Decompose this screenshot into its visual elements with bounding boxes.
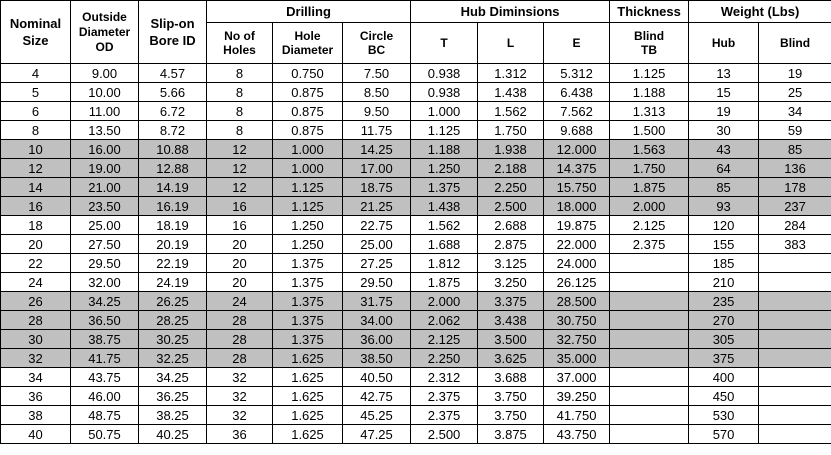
cell-weight-blind <box>759 330 831 349</box>
cell-hub-l: 3.750 <box>478 406 544 425</box>
cell-hub-e: 24.000 <box>544 254 610 273</box>
cell-blind-tb: 2.000 <box>610 197 689 216</box>
cell-hub-e: 32.750 <box>544 330 610 349</box>
cell-weight-blind: 34 <box>759 102 831 121</box>
header-hole-diameter <box>273 23 343 64</box>
cell-hub-t: 2.375 <box>411 387 478 406</box>
cell-hub-t: 0.938 <box>411 83 478 102</box>
table-row <box>1 121 831 140</box>
cell-blind-tb: 2.125 <box>610 216 689 235</box>
cell-hole-diameter: 1.375 <box>273 311 343 330</box>
cell-hub-t: 1.562 <box>411 216 478 235</box>
cell-hub-l: 2.875 <box>478 235 544 254</box>
cell-hub-t: 2.125 <box>411 330 478 349</box>
cell-blind-tb: 1.875 <box>610 178 689 197</box>
cell-weight-hub: 85 <box>689 178 759 197</box>
cell-weight-blind <box>759 349 831 368</box>
cell-nominal-size: 14 <box>1 178 71 197</box>
cell-blind-tb <box>610 330 689 349</box>
cell-circle-bc: 9.50 <box>343 102 411 121</box>
cell-circle-bc: 22.75 <box>343 216 411 235</box>
cell-circle-bc: 45.25 <box>343 406 411 425</box>
cell-hole-diameter: 0.875 <box>273 83 343 102</box>
cell-hub-l: 3.250 <box>478 273 544 292</box>
header-weight-blind: Blind <box>759 23 831 64</box>
cell-slip-on-bore: 10.88 <box>139 140 207 159</box>
cell-slip-on-bore: 28.25 <box>139 311 207 330</box>
header-circle-bc-line2: BC <box>367 43 386 57</box>
cell-hub-e: 26.125 <box>544 273 610 292</box>
table-row <box>1 102 831 121</box>
cell-slip-on-bore: 20.19 <box>139 235 207 254</box>
cell-nominal-size: 8 <box>1 121 71 140</box>
cell-weight-blind <box>759 292 831 311</box>
cell-hole-diameter: 1.250 <box>273 235 343 254</box>
table-row <box>1 349 831 368</box>
cell-nominal-size: 38 <box>1 406 71 425</box>
cell-outside-diameter: 36.50 <box>71 311 139 330</box>
cell-hub-e: 41.750 <box>544 406 610 425</box>
cell-blind-tb: 1.188 <box>610 83 689 102</box>
cell-weight-blind: 237 <box>759 197 831 216</box>
cell-slip-on-bore: 24.19 <box>139 273 207 292</box>
cell-circle-bc: 29.50 <box>343 273 411 292</box>
cell-hub-t: 2.375 <box>411 406 478 425</box>
header-slip-on-bore-line1: Slip-on <box>150 16 195 31</box>
cell-blind-tb <box>610 273 689 292</box>
cell-hub-t: 1.438 <box>411 197 478 216</box>
cell-no-of-holes: 8 <box>207 83 273 102</box>
cell-hub-e: 14.375 <box>544 159 610 178</box>
table-row <box>1 83 831 102</box>
cell-outside-diameter: 32.00 <box>71 273 139 292</box>
cell-no-of-holes: 32 <box>207 368 273 387</box>
cell-nominal-size: 18 <box>1 216 71 235</box>
cell-outside-diameter: 29.50 <box>71 254 139 273</box>
cell-circle-bc: 36.00 <box>343 330 411 349</box>
cell-nominal-size: 20 <box>1 235 71 254</box>
cell-outside-diameter: 46.00 <box>71 387 139 406</box>
cell-outside-diameter: 9.00 <box>71 64 139 83</box>
cell-hub-t: 1.000 <box>411 102 478 121</box>
cell-outside-diameter: 43.75 <box>71 368 139 387</box>
cell-weight-blind <box>759 425 831 444</box>
cell-blind-tb <box>610 387 689 406</box>
cell-nominal-size: 4 <box>1 64 71 83</box>
cell-slip-on-bore: 32.25 <box>139 349 207 368</box>
header-hole-diameter-line2: Diameter <box>281 43 334 57</box>
cell-hub-l: 1.562 <box>478 102 544 121</box>
cell-circle-bc: 40.50 <box>343 368 411 387</box>
cell-outside-diameter: 13.50 <box>71 121 139 140</box>
cell-hub-l: 2.188 <box>478 159 544 178</box>
header-slip-on-bore-line2: Bore ID <box>149 33 196 48</box>
cell-no-of-holes: 20 <box>207 254 273 273</box>
cell-outside-diameter: 48.75 <box>71 406 139 425</box>
table-row <box>1 235 831 254</box>
table-row <box>1 425 831 444</box>
cell-hub-l: 3.875 <box>478 425 544 444</box>
cell-hole-diameter: 1.625 <box>273 368 343 387</box>
cell-weight-blind <box>759 387 831 406</box>
cell-hub-e: 39.250 <box>544 387 610 406</box>
cell-slip-on-bore: 38.25 <box>139 406 207 425</box>
cell-hub-e: 28.500 <box>544 292 610 311</box>
cell-outside-diameter: 34.25 <box>71 292 139 311</box>
table-row <box>1 368 831 387</box>
cell-weight-hub: 19 <box>689 102 759 121</box>
cell-hub-e: 30.750 <box>544 311 610 330</box>
header-blind-tb-line2: TB <box>641 43 658 57</box>
cell-nominal-size: 10 <box>1 140 71 159</box>
table-row <box>1 178 831 197</box>
cell-hole-diameter: 0.750 <box>273 64 343 83</box>
cell-no-of-holes: 16 <box>207 216 273 235</box>
cell-hub-l: 2.250 <box>478 178 544 197</box>
cell-nominal-size: 36 <box>1 387 71 406</box>
header-slip-on-bore <box>139 1 207 64</box>
header-no-of-holes-line1: No of <box>224 29 255 43</box>
cell-weight-blind: 383 <box>759 235 831 254</box>
cell-nominal-size: 26 <box>1 292 71 311</box>
table-row <box>1 387 831 406</box>
header-weight-hub: Hub <box>689 23 759 64</box>
cell-no-of-holes: 8 <box>207 64 273 83</box>
cell-blind-tb: 1.563 <box>610 140 689 159</box>
header-nominal-size-line1: Nominal <box>9 16 62 31</box>
cell-weight-blind: 284 <box>759 216 831 235</box>
cell-nominal-size: 32 <box>1 349 71 368</box>
cell-no-of-holes: 20 <box>207 273 273 292</box>
cell-slip-on-bore: 6.72 <box>139 102 207 121</box>
cell-weight-blind <box>759 273 831 292</box>
cell-weight-blind: 178 <box>759 178 831 197</box>
cell-weight-hub: 530 <box>689 406 759 425</box>
table-row <box>1 292 831 311</box>
header-no-of-holes <box>207 23 273 64</box>
cell-hub-l: 2.688 <box>478 216 544 235</box>
cell-hub-t: 1.688 <box>411 235 478 254</box>
cell-hole-diameter: 1.375 <box>273 254 343 273</box>
cell-slip-on-bore: 34.25 <box>139 368 207 387</box>
cell-hole-diameter: 1.625 <box>273 425 343 444</box>
cell-hub-e: 15.750 <box>544 178 610 197</box>
cell-hole-diameter: 1.000 <box>273 159 343 178</box>
table-row <box>1 64 831 83</box>
cell-weight-blind <box>759 406 831 425</box>
table-row <box>1 254 831 273</box>
cell-slip-on-bore: 8.72 <box>139 121 207 140</box>
cell-nominal-size: 34 <box>1 368 71 387</box>
cell-weight-hub: 270 <box>689 311 759 330</box>
cell-blind-tb <box>610 406 689 425</box>
cell-weight-hub: 450 <box>689 387 759 406</box>
cell-hub-e: 37.000 <box>544 368 610 387</box>
cell-hub-l: 3.438 <box>478 311 544 330</box>
cell-outside-diameter: 19.00 <box>71 159 139 178</box>
cell-hole-diameter: 1.375 <box>273 330 343 349</box>
cell-weight-blind <box>759 368 831 387</box>
cell-hub-t: 2.500 <box>411 425 478 444</box>
table-row <box>1 311 831 330</box>
cell-weight-hub: 235 <box>689 292 759 311</box>
cell-no-of-holes: 24 <box>207 292 273 311</box>
cell-circle-bc: 31.75 <box>343 292 411 311</box>
cell-slip-on-bore: 30.25 <box>139 330 207 349</box>
cell-hub-l: 2.500 <box>478 197 544 216</box>
header-hub-t: T <box>411 23 478 64</box>
cell-no-of-holes: 36 <box>207 425 273 444</box>
cell-circle-bc: 17.00 <box>343 159 411 178</box>
cell-circle-bc: 7.50 <box>343 64 411 83</box>
cell-no-of-holes: 28 <box>207 349 273 368</box>
header-outside-diameter-line2: Diameter <box>78 24 131 39</box>
cell-circle-bc: 47.25 <box>343 425 411 444</box>
cell-outside-diameter: 11.00 <box>71 102 139 121</box>
cell-no-of-holes: 8 <box>207 121 273 140</box>
cell-no-of-holes: 32 <box>207 406 273 425</box>
cell-slip-on-bore: 4.57 <box>139 64 207 83</box>
cell-blind-tb: 2.375 <box>610 235 689 254</box>
cell-hub-t: 1.125 <box>411 121 478 140</box>
cell-hub-e: 9.688 <box>544 121 610 140</box>
cell-weight-hub: 375 <box>689 349 759 368</box>
cell-slip-on-bore: 14.19 <box>139 178 207 197</box>
cell-weight-hub: 305 <box>689 330 759 349</box>
cell-weight-hub: 13 <box>689 64 759 83</box>
header-hole-diameter-line1: Hole <box>294 29 321 43</box>
header-thickness: Thickness <box>610 1 689 23</box>
cell-blind-tb <box>610 254 689 273</box>
cell-weight-blind: 25 <box>759 83 831 102</box>
cell-nominal-size: 30 <box>1 330 71 349</box>
cell-hub-l: 3.125 <box>478 254 544 273</box>
cell-weight-hub: 155 <box>689 235 759 254</box>
cell-nominal-size: 22 <box>1 254 71 273</box>
cell-circle-bc: 42.75 <box>343 387 411 406</box>
table-row <box>1 197 831 216</box>
cell-hole-diameter: 1.625 <box>273 406 343 425</box>
cell-blind-tb <box>610 311 689 330</box>
cell-slip-on-bore: 40.25 <box>139 425 207 444</box>
cell-hub-l: 1.750 <box>478 121 544 140</box>
cell-weight-blind: 136 <box>759 159 831 178</box>
cell-blind-tb: 1.313 <box>610 102 689 121</box>
cell-weight-hub: 400 <box>689 368 759 387</box>
cell-hub-e: 6.438 <box>544 83 610 102</box>
header-outside-diameter-line3: OD <box>95 39 114 54</box>
cell-blind-tb <box>610 292 689 311</box>
cell-hole-diameter: 1.125 <box>273 178 343 197</box>
cell-hub-e: 22.000 <box>544 235 610 254</box>
cell-slip-on-bore: 12.88 <box>139 159 207 178</box>
cell-hub-e: 18.000 <box>544 197 610 216</box>
cell-hub-l: 3.688 <box>478 368 544 387</box>
cell-no-of-holes: 12 <box>207 178 273 197</box>
cell-hub-t: 2.062 <box>411 311 478 330</box>
header-nominal-size-line2: Size <box>22 33 49 48</box>
cell-weight-hub: 570 <box>689 425 759 444</box>
cell-hub-t: 1.250 <box>411 159 478 178</box>
cell-weight-hub: 120 <box>689 216 759 235</box>
cell-hole-diameter: 1.000 <box>273 140 343 159</box>
cell-no-of-holes: 32 <box>207 387 273 406</box>
cell-hub-t: 1.875 <box>411 273 478 292</box>
cell-blind-tb: 1.500 <box>610 121 689 140</box>
cell-blind-tb <box>610 368 689 387</box>
cell-hole-diameter: 1.375 <box>273 292 343 311</box>
cell-circle-bc: 38.50 <box>343 349 411 368</box>
cell-hub-e: 19.875 <box>544 216 610 235</box>
cell-hub-e: 5.312 <box>544 64 610 83</box>
table-row <box>1 330 831 349</box>
cell-hole-diameter: 1.250 <box>273 216 343 235</box>
cell-weight-hub: 210 <box>689 273 759 292</box>
cell-hub-t: 0.938 <box>411 64 478 83</box>
cell-hub-e: 7.562 <box>544 102 610 121</box>
cell-circle-bc: 34.00 <box>343 311 411 330</box>
cell-nominal-size: 40 <box>1 425 71 444</box>
cell-blind-tb <box>610 425 689 444</box>
cell-slip-on-bore: 18.19 <box>139 216 207 235</box>
cell-no-of-holes: 12 <box>207 159 273 178</box>
table-header <box>1 1 831 64</box>
cell-weight-hub: 64 <box>689 159 759 178</box>
cell-nominal-size: 28 <box>1 311 71 330</box>
cell-blind-tb: 1.125 <box>610 64 689 83</box>
cell-hub-t: 1.188 <box>411 140 478 159</box>
cell-nominal-size: 16 <box>1 197 71 216</box>
cell-outside-diameter: 10.00 <box>71 83 139 102</box>
cell-weight-blind: 85 <box>759 140 831 159</box>
cell-circle-bc: 25.00 <box>343 235 411 254</box>
header-circle-bc-line1: Circle <box>359 29 394 43</box>
cell-slip-on-bore: 26.25 <box>139 292 207 311</box>
table-body <box>1 64 831 444</box>
cell-no-of-holes: 12 <box>207 140 273 159</box>
cell-hole-diameter: 1.625 <box>273 349 343 368</box>
cell-slip-on-bore: 16.19 <box>139 197 207 216</box>
cell-hole-diameter: 0.875 <box>273 102 343 121</box>
cell-outside-diameter: 23.50 <box>71 197 139 216</box>
cell-no-of-holes: 8 <box>207 102 273 121</box>
cell-outside-diameter: 38.75 <box>71 330 139 349</box>
cell-hub-l: 3.625 <box>478 349 544 368</box>
header-blind-tb <box>610 23 689 64</box>
table-row <box>1 140 831 159</box>
cell-hub-l: 1.938 <box>478 140 544 159</box>
cell-circle-bc: 11.75 <box>343 121 411 140</box>
cell-hub-t: 2.000 <box>411 292 478 311</box>
cell-hole-diameter: 1.625 <box>273 387 343 406</box>
header-row-1 <box>1 1 831 23</box>
cell-blind-tb <box>610 349 689 368</box>
header-weight: Weight (Lbs) <box>689 1 831 23</box>
cell-outside-diameter: 27.50 <box>71 235 139 254</box>
cell-hub-t: 2.312 <box>411 368 478 387</box>
header-hub-l: L <box>478 23 544 64</box>
header-blind-tb-line1: Blind <box>634 29 665 43</box>
table-row <box>1 406 831 425</box>
cell-weight-hub: 93 <box>689 197 759 216</box>
cell-hub-l: 3.500 <box>478 330 544 349</box>
cell-no-of-holes: 20 <box>207 235 273 254</box>
cell-slip-on-bore: 5.66 <box>139 83 207 102</box>
header-hub-e: E <box>544 23 610 64</box>
cell-nominal-size: 12 <box>1 159 71 178</box>
cell-hub-e: 12.000 <box>544 140 610 159</box>
cell-circle-bc: 14.25 <box>343 140 411 159</box>
cell-weight-blind <box>759 254 831 273</box>
cell-slip-on-bore: 36.25 <box>139 387 207 406</box>
header-circle-bc <box>343 23 411 64</box>
cell-nominal-size: 5 <box>1 83 71 102</box>
cell-hole-diameter: 0.875 <box>273 121 343 140</box>
cell-hole-diameter: 1.125 <box>273 197 343 216</box>
cell-weight-blind <box>759 311 831 330</box>
cell-no-of-holes: 28 <box>207 311 273 330</box>
cell-weight-blind: 19 <box>759 64 831 83</box>
cell-weight-hub: 185 <box>689 254 759 273</box>
cell-hub-t: 1.812 <box>411 254 478 273</box>
header-nominal-size <box>1 1 71 64</box>
cell-no-of-holes: 28 <box>207 330 273 349</box>
cell-outside-diameter: 41.75 <box>71 349 139 368</box>
header-hub-dimensions: Hub Diminsions <box>411 1 610 23</box>
header-no-of-holes-line2: Holes <box>223 43 256 57</box>
cell-outside-diameter: 25.00 <box>71 216 139 235</box>
cell-hub-e: 43.750 <box>544 425 610 444</box>
table-row <box>1 216 831 235</box>
header-drilling: Drilling <box>207 1 411 23</box>
cell-blind-tb: 1.750 <box>610 159 689 178</box>
cell-weight-hub: 43 <box>689 140 759 159</box>
cell-circle-bc: 18.75 <box>343 178 411 197</box>
cell-hub-l: 1.312 <box>478 64 544 83</box>
table-row <box>1 159 831 178</box>
cell-hub-e: 35.000 <box>544 349 610 368</box>
cell-weight-hub: 30 <box>689 121 759 140</box>
cell-hole-diameter: 1.375 <box>273 273 343 292</box>
cell-hub-l: 3.375 <box>478 292 544 311</box>
cell-outside-diameter: 21.00 <box>71 178 139 197</box>
header-outside-diameter-line1: Outside <box>82 9 127 24</box>
table-row <box>1 273 831 292</box>
cell-circle-bc: 21.25 <box>343 197 411 216</box>
cell-hub-t: 2.250 <box>411 349 478 368</box>
cell-weight-blind: 59 <box>759 121 831 140</box>
cell-hub-l: 3.750 <box>478 387 544 406</box>
cell-nominal-size: 6 <box>1 102 71 121</box>
cell-circle-bc: 27.25 <box>343 254 411 273</box>
header-outside-diameter <box>71 1 139 64</box>
cell-outside-diameter: 16.00 <box>71 140 139 159</box>
cell-weight-hub: 15 <box>689 83 759 102</box>
cell-nominal-size: 24 <box>1 273 71 292</box>
cell-no-of-holes: 16 <box>207 197 273 216</box>
cell-hub-t: 1.375 <box>411 178 478 197</box>
cell-slip-on-bore: 22.19 <box>139 254 207 273</box>
cell-outside-diameter: 50.75 <box>71 425 139 444</box>
cell-hub-l: 1.438 <box>478 83 544 102</box>
cell-circle-bc: 8.50 <box>343 83 411 102</box>
